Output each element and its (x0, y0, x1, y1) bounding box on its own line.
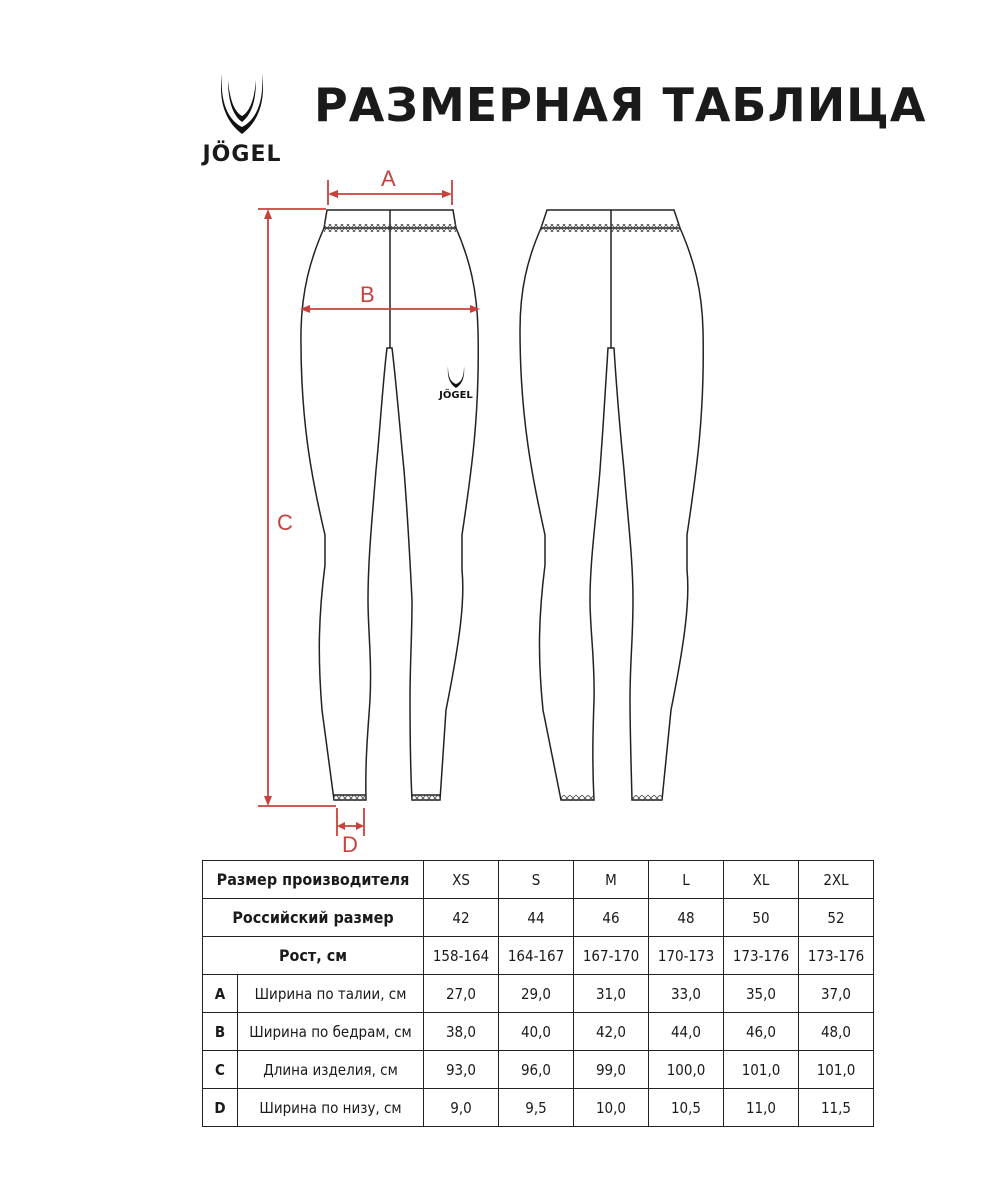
hem-stitch-back-right (632, 795, 662, 801)
size-cell: L (649, 861, 724, 899)
height-cell: 173-176 (724, 937, 799, 975)
measure-cell: 27,0 (424, 975, 499, 1013)
leggings-front-view (301, 210, 478, 800)
height-cell: 173-176 (799, 937, 874, 975)
hem-stitch-front-right (412, 795, 440, 801)
row-label: Ширина по бедрам, см (238, 1013, 424, 1051)
dimension-label-b: B (360, 282, 375, 307)
measure-cell: 11,0 (724, 1089, 799, 1127)
height-cell: 158-164 (424, 937, 499, 975)
table-row-manufacturer-size (203, 861, 874, 899)
table-row-b (203, 1013, 874, 1051)
table-row-a (203, 975, 874, 1013)
russian-size-label: Российский размер (203, 899, 424, 937)
measure-cell: 46,0 (724, 1013, 799, 1051)
measure-cell: 37,0 (799, 975, 874, 1013)
hem-stitch-back-left (561, 795, 594, 801)
russian-size-cell: 50 (724, 899, 799, 937)
leggings-back-view (520, 210, 703, 800)
measure-cell: 9,5 (499, 1089, 574, 1127)
height-cell: 170-173 (649, 937, 724, 975)
size-cell: XL (724, 861, 799, 899)
measure-cell: 93,0 (424, 1051, 499, 1089)
size-table (202, 860, 874, 1127)
dimension-label-a: A (381, 166, 396, 191)
row-label: Ширина по талии, см (238, 975, 424, 1013)
table-row-russian-size (203, 899, 874, 937)
size-cell: S (499, 861, 574, 899)
measure-cell: 10,0 (574, 1089, 649, 1127)
measure-cell: 101,0 (724, 1051, 799, 1089)
row-code: A (203, 975, 238, 1013)
page-title: РАЗМЕРНАЯ ТАБЛИЦА (314, 78, 927, 132)
row-code: C (203, 1051, 238, 1089)
row-code: B (203, 1013, 238, 1051)
table-row-d (203, 1089, 874, 1127)
measure-cell: 9,0 (424, 1089, 499, 1127)
measure-cell: 96,0 (499, 1051, 574, 1089)
row-label: Длина изделия, см (238, 1051, 424, 1089)
measure-cell: 40,0 (499, 1013, 574, 1051)
measure-cell: 31,0 (574, 975, 649, 1013)
russian-size-cell: 42 (424, 899, 499, 937)
waistband-stitch-back (541, 224, 680, 232)
measure-cell: 38,0 (424, 1013, 499, 1051)
size-cell: XS (424, 861, 499, 899)
measure-cell: 42,0 (574, 1013, 649, 1051)
russian-size-cell: 48 (649, 899, 724, 937)
height-cell: 167-170 (574, 937, 649, 975)
russian-size-cell: 46 (574, 899, 649, 937)
measure-cell: 11,5 (799, 1089, 874, 1127)
brand-name: JÖGEL (202, 142, 282, 167)
dimension-label-d: D (342, 832, 358, 857)
measure-cell: 10,5 (649, 1089, 724, 1127)
russian-size-cell: 44 (499, 899, 574, 937)
measure-cell: 101,0 (799, 1051, 874, 1089)
garment-logo-icon (448, 366, 464, 388)
dimension-line-c (258, 209, 336, 806)
russian-size-cell: 52 (799, 899, 874, 937)
measure-cell: 44,0 (649, 1013, 724, 1051)
size-cell: 2XL (799, 861, 874, 899)
hem-stitch-front-left (334, 795, 366, 801)
measure-cell: 33,0 (649, 975, 724, 1013)
garment-logo-text: JÖGEL (439, 390, 473, 401)
measure-cell: 29,0 (499, 975, 574, 1013)
dimension-label-c: C (277, 510, 293, 535)
table-row-height (203, 937, 874, 975)
measure-cell: 99,0 (574, 1051, 649, 1089)
size-cell: M (574, 861, 649, 899)
row-code: D (203, 1089, 238, 1127)
waistband-stitch-front (324, 224, 456, 232)
measure-cell: 100,0 (649, 1051, 724, 1089)
table-row-c (203, 1051, 874, 1089)
height-cell: 164-167 (499, 937, 574, 975)
measure-cell: 35,0 (724, 975, 799, 1013)
row-label: Ширина по низу, см (238, 1089, 424, 1127)
measure-cell: 48,0 (799, 1013, 874, 1051)
height-label: Рост, см (203, 937, 424, 975)
header-label: Размер производителя (203, 861, 424, 899)
